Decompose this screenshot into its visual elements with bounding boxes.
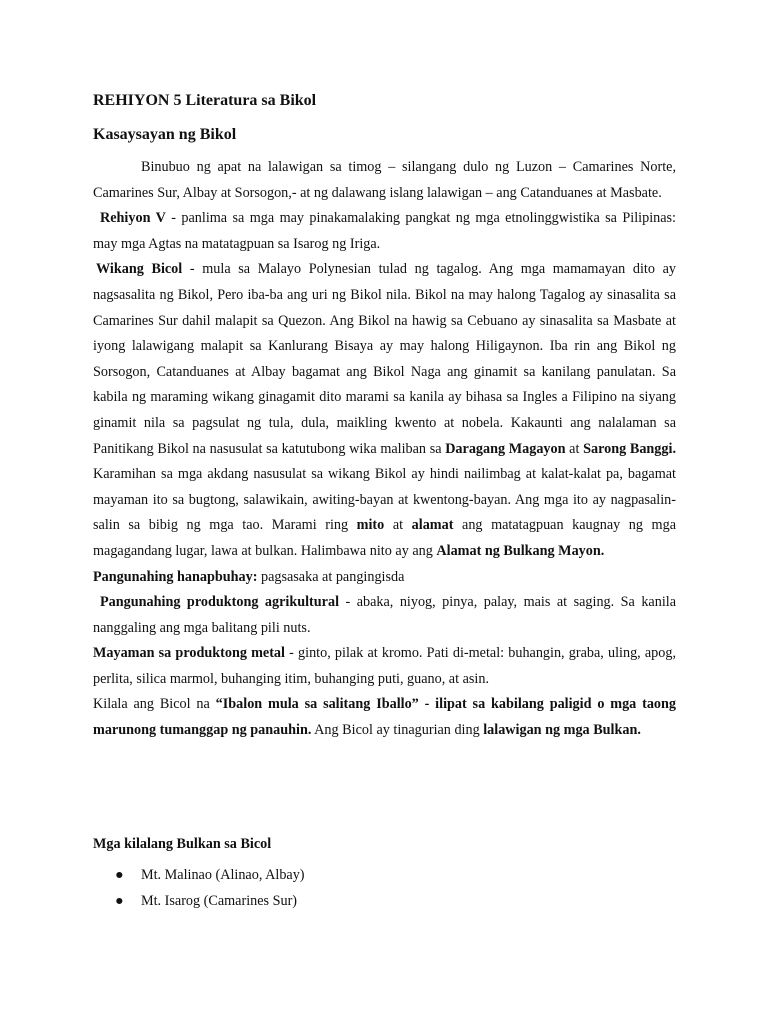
text-metal: - ginto, pilak at kromo. Pati di-metal: buhangin, graba, uling, apog, perlita, silica marmol, buhanging itim, buhanging puti, guano, at asin. xyxy=(93,645,677,687)
bold-alamat-mayon: Alamat ng Bulkang Mayon. xyxy=(436,542,605,559)
list-item-text: Mt. Isarog (Camarines Sur) xyxy=(141,893,298,909)
list-item-text: Mt. Malinao (Alinao, Albay) xyxy=(141,867,305,883)
term-metal: Mayaman sa produktong metal xyxy=(93,645,285,662)
document-body xyxy=(93,155,676,744)
text-hanapbuhay: pagsasaka at pangingisda xyxy=(257,568,405,585)
document-title: REHIYON 5 Literatura sa Bikol xyxy=(93,92,317,109)
bold-daragang-magayon: Daragang Magayon xyxy=(445,440,566,457)
paragraph-hanapbuhay xyxy=(93,565,676,591)
bold-alamat: alamat xyxy=(411,517,454,534)
term-rehiyon: Rehiyon V xyxy=(100,210,166,227)
text-wika-5: ang matatagpuan kaugnay ng mga magagandang lugar, lawa at bulkan. Halimbawa nito ay ang xyxy=(93,517,676,559)
paragraph-intro: Binubuo ng apat na lalawigan sa timog – silangang dulo ng Luzon – Camarines Norte, Camarines Sur, Albay at Sorsogon,- at ng dalawang islang lalawigan – ang Catanduanes at Masbate. xyxy=(93,159,676,201)
bullet-icon: ● xyxy=(115,893,124,909)
bold-ibalon: “Ibalon mula sa salitang Iballo” - ilipat sa kabilang paligid o mga taong marunong tumanggap ng panauhin. xyxy=(93,696,677,739)
text-ibalon-1: Kilala ang Bicol na xyxy=(93,696,216,713)
text-wika-1: - mula sa Malayo Polynesian tulad ng tagalog. Ang mga mamamayan dito ay nagsasalita ng Bikol, Pero iba-ba ang uri ng Bikol nila. Bikol na may halong Tagalog ay sinasalita sa Camarines Sur dahil malapit sa Quezon. Ang Bikol na hawig sa Cebuano ay sinasalita sa Masbate at iyong lalawigang malapit sa Kanlurang Bisaya ay may halong Hiligaynon. Iba rin ang Bikol ng Sorsogon, Catanduanes at Albay bagamat ang Bikol Naga ang ginamit sa kanilang panulatan. Sa kabila ng maraming wikang ginagamit dito marami sa kanila ay bihasa sa Ingles a Filipino na siyang ginamit nila sa pagsulat ng tula, dula, maikling kwento at nobela. Kakaunti ang nalalaman sa Panitikang Bikol na nasusulat sa katutubong wika maliban sa xyxy=(93,261,676,457)
section-heading: Kasaysayan ng Bikol xyxy=(93,126,237,143)
text-rehiyon: - panlima sa mga may pinakamalaking pangkat ng mga etnolinggwistika sa Pilipinas: may mga Agtas na matatagpuan sa Isarog ng Iriga. xyxy=(93,210,676,252)
text-agrikultural: - abaka, niyog, pinya, palay, mais at saging. Sa kanila nanggaling ang mga balitang pili nuts. xyxy=(93,594,677,636)
list-heading: Mga kilalang Bulkan sa Bicol xyxy=(93,836,272,852)
list-item xyxy=(93,862,305,888)
term-agrikultural: Pangunahing produktong agrikultural xyxy=(100,594,340,611)
paragraph-rehiyon xyxy=(93,206,676,257)
term-wika: Wikang Bicol xyxy=(96,261,183,278)
text-wika-3: Karamihan sa mga akdang nasusulat sa wikang Bikol ay hindi nailimbag at kalat-kalat pa, bagamat mayaman ito sa bugtong, salawikain, awiting-bayan at kwentong-bayan. Ang mga ito ay nagpasalin-salin sa bibig ng mga tao. Marami ring xyxy=(93,466,676,534)
text-wika-2: at xyxy=(565,440,584,457)
paragraph-ibalon xyxy=(93,692,676,743)
bold-lalawigan-bulkan: lalawigan ng mga Bulkan. xyxy=(483,722,641,739)
bold-mito: mito xyxy=(356,517,385,534)
paragraph-agrikultural xyxy=(93,590,676,641)
text-ibalon-2: Ang Bicol ay tinagurian ding xyxy=(311,722,484,739)
term-hanapbuhay: Pangunahing hanapbuhay: xyxy=(93,568,258,585)
text-wika-4: at xyxy=(384,517,412,534)
paragraph-wika xyxy=(93,257,676,564)
volcano-list xyxy=(93,862,305,914)
list-item xyxy=(93,888,305,914)
paragraph-metal xyxy=(93,641,676,692)
bullet-icon: ● xyxy=(115,867,124,883)
bold-sarong-banggi: Sarong Banggi. xyxy=(583,440,676,457)
